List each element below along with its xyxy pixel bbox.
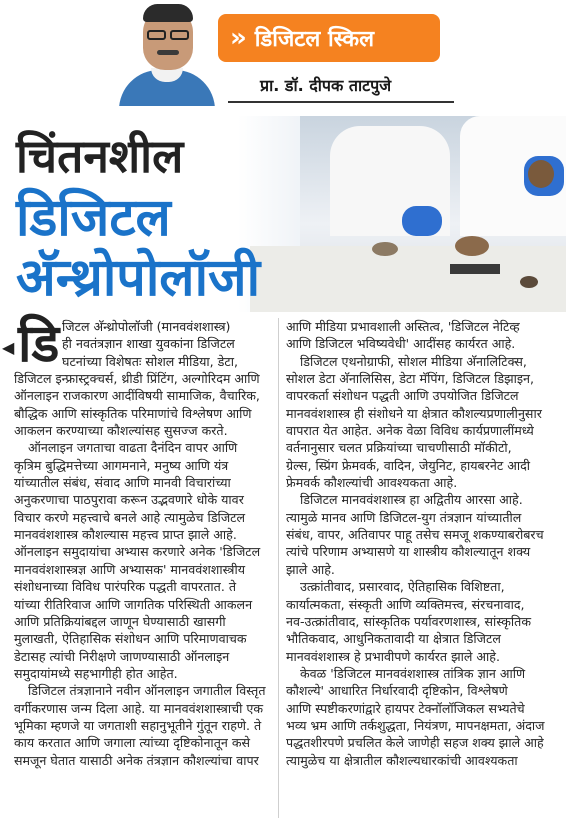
text-line: ही नवतंत्रज्ञान शाखा युवकांना डिजिटल [62,336,235,352]
text-line: केवळ 'डिजिटल मानववंशशास्त्र तांत्रिक ज्ञान आणि [300,665,526,681]
text-line: झाले आहे. [286,561,335,577]
text-line: त्यामुळे मानव आणि डिजिटल-युग तंत्रज्ञान यांच्यातील [286,509,522,525]
text-line: मानववंशशास्त्र कौशल्यास महत्त्व प्राप्त झाले आहे. [14,527,237,543]
text-line: अनुकरणाचा पाठपुरावा करून उद्भवणारे धोके यावर [14,492,244,508]
text-line: डिजिटल मानववंशशास्त्र हा अद्वितीय आरसा आहे. [300,492,523,508]
text-line: डिजिटल इन्फ्रास्ट्रक्चर्स, थ्रीडी प्रिंटिंग, अल्गोरिदम आणि [14,371,260,387]
text-line: ऑनलाइन राजकारण आदींविषयी सामाजिक, वैचारिक, [14,388,260,404]
text-line: कार्यात्मकता, संस्कृती आणि व्यक्तिमत्त्व, संरचनावाद, [286,596,525,612]
text-line: नव-उत्क्रांतीवाद, सांस्कृतिक पर्यावरणशास्त्र, सांस्कृतिक [286,613,532,629]
text-line: बौद्धिक आणि सांस्कृतिक परिमाणांचे विश्लेषण आणि [14,405,252,421]
text-line: ग्रेल्स, स्प्रिंग फ्रेमवर्क, वादिन, जेयुनिट, हायबरनेट आदी [286,457,531,473]
drop-cap: डि [18,314,60,374]
text-line: पद्धतशीरपणे प्रचलित केले जाणेही सहज शक्य झाले आहे [286,735,544,751]
arrow-left-icon: ◀ [2,338,15,357]
text-line: भव्य भ्रम आणि तर्कशुद्धता, नियंत्रण, मापनक्षमता, अंदाज [286,717,545,733]
headline-line-3: अ‍ॅन्थ्रोपोलॉजी [16,248,261,308]
text-line: फ्रेमवर्क कौशल्यांची आवश्यकता आहे. [286,475,458,491]
intro-lines [62,318,272,370]
article-column-right [286,318,558,769]
article-column-left [14,370,272,769]
text-line: वर्तनानुसार चलत प्रक्रियांच्या चाचणीसाठी मॉकीटो, [286,440,512,456]
text-line: आणि स्पष्टीकरणांद्वारे हायपर टेक्नॉलॉजिकल सभ्यतेचे [286,700,525,716]
text-line: वर्गीकरणास जन्म दिला आहे. या मानववंशशास्त्राची एक [14,700,264,716]
text-line: यांच्यातील संबंध, संवाद आणि मानवी विचारांच्या [14,475,231,491]
author-byline: प्रा. डॉ. दीपक ताटपुजे [260,76,392,95]
text-line: कौशल्ये' आधारित निर्धारवादी दृष्टिकोन, विश्लेषणे [286,683,508,699]
text-line: आणि प्रतिक्रियांबद्दल जाणून घेण्यासाठी खासगी [14,613,226,629]
text-line: वापरात येत आहेत. अनेक वेळा विविध कार्यप्रणालींमध्ये [286,423,534,439]
text-line: विचार करणे महत्त्वाचे बनले आहे त्यामुळेच डिजिटल [14,509,246,525]
text-line: संबंध, वापर, अतिवापर पाहू तसेच समजू शकण्याबरोबरच [286,527,544,543]
text-line: मानववंशशास्त्र ही संशोधने या क्षेत्रात कौशल्यप्रणालीनुसार [286,405,542,421]
text-line: उत्क्रांतीवाद, प्रसारवाद, ऐतिहासिक विशिष्टता, [300,579,505,595]
text-line: भौतिकवाद, आधुनिकतावादी या क्षेत्रात डिजिटल [286,631,501,647]
headline-banner [0,116,566,312]
text-line: डेटासह त्यांची निरीक्षणे जाणण्यासाठी ऑनलाइन [14,648,230,664]
text-line: आणि मीडिया प्रभावशाली अस्तित्व, 'डिजिटल नेटिव्ह [286,319,520,334]
text-line: काय करतात आणि जगाला त्यांच्या दृष्टिकोनातून कसे [14,735,251,751]
text-line: वापरकर्ता संशोधन पद्धती आणि उपयोजित डिजिटल [286,388,519,404]
text-line: भूमिका म्हणजे या जगताशी सहानुभूतीने गुंतून राहणे. ते [14,717,262,733]
text-line: समजून घेतात यासाठी अनेक तंत्रज्ञान कौशल्यांचा वापर [14,752,259,768]
text-line: जिटल अ‍ॅन्थ्रोपोलॉजी (मानववंशशास्त्र) [62,319,231,334]
text-line: कृत्रिम बुद्धिमत्तेच्या आगमनाने, मनुष्य आणि यंत्र [14,457,229,473]
text-line: मुलाखती, ऐतिहासिक संशोधन आणि परिमाणवाचक [14,631,247,647]
text-line: आणि डिजिटल भविष्यवेधी' आदींसह कार्यरत आहे. [286,336,516,352]
text-line: घटनांच्या विशेषतः सोशल मीडिया, डेटा, [62,353,239,369]
text-line: डिजिटल एथनोग्राफी, सोशल मीडिया अ‍ॅनालिटिक्स, [300,353,527,369]
text-line: आकलन करण्याच्या कौशल्यांसह सुसज्ज करते. [14,423,228,439]
text-line: त्यांचे परिणाम अभ्यासणे या शास्त्रीय कौशल्यातून शक्य [286,544,531,560]
text-line: त्यामुळेच या क्षेत्रातील कौशल्यधारकांची आवश्यकता [286,752,518,768]
text-line: समुदायांमध्ये सहभागीही होत आहेत. [14,665,178,681]
text-line: डिजिटल तंत्रज्ञानाने नवीन ऑनलाइन जगातील विस्तृत [28,683,266,699]
column-tag-label: डिजिटल स्किल [254,27,375,52]
column-divider [278,318,279,818]
headline-line-2: डिजिटल [16,188,171,248]
article-header [0,0,566,112]
text-line: ऑनलाइन समुदायांचा अभ्यास करणारे अनेक 'डिजिटल [14,544,261,560]
text-line: सोशल डेटा अ‍ॅनालिसिस, डेटा मॅपिंग, डिजिटल डिझाइन, [286,371,535,387]
text-line: मानववंशशास्त्रज्ञ आणि अभ्यासक' मानववंशशास्त्रीय [14,561,246,577]
text-line: संशोधनाच्या विविध पारंपरिक पद्धती वापरतात. ते [14,579,237,595]
text-line: मानववंशशास्त्र हे प्रभावीपणे कार्यरत झाले आहे. [286,648,500,664]
author-photo [113,2,221,106]
text-line: ऑनलाइन जगताचा वाढता दैनंदिन वापर आणि [28,440,238,456]
headline-line-1: चिंतनशील [16,129,184,183]
byline-divider [228,101,454,103]
text-line: यांच्या रीतिरिवाज आणि जागतिक परिस्थिती आकलन [14,596,253,612]
chevron-right-icon: » [230,23,247,53]
column-tag [218,14,440,62]
